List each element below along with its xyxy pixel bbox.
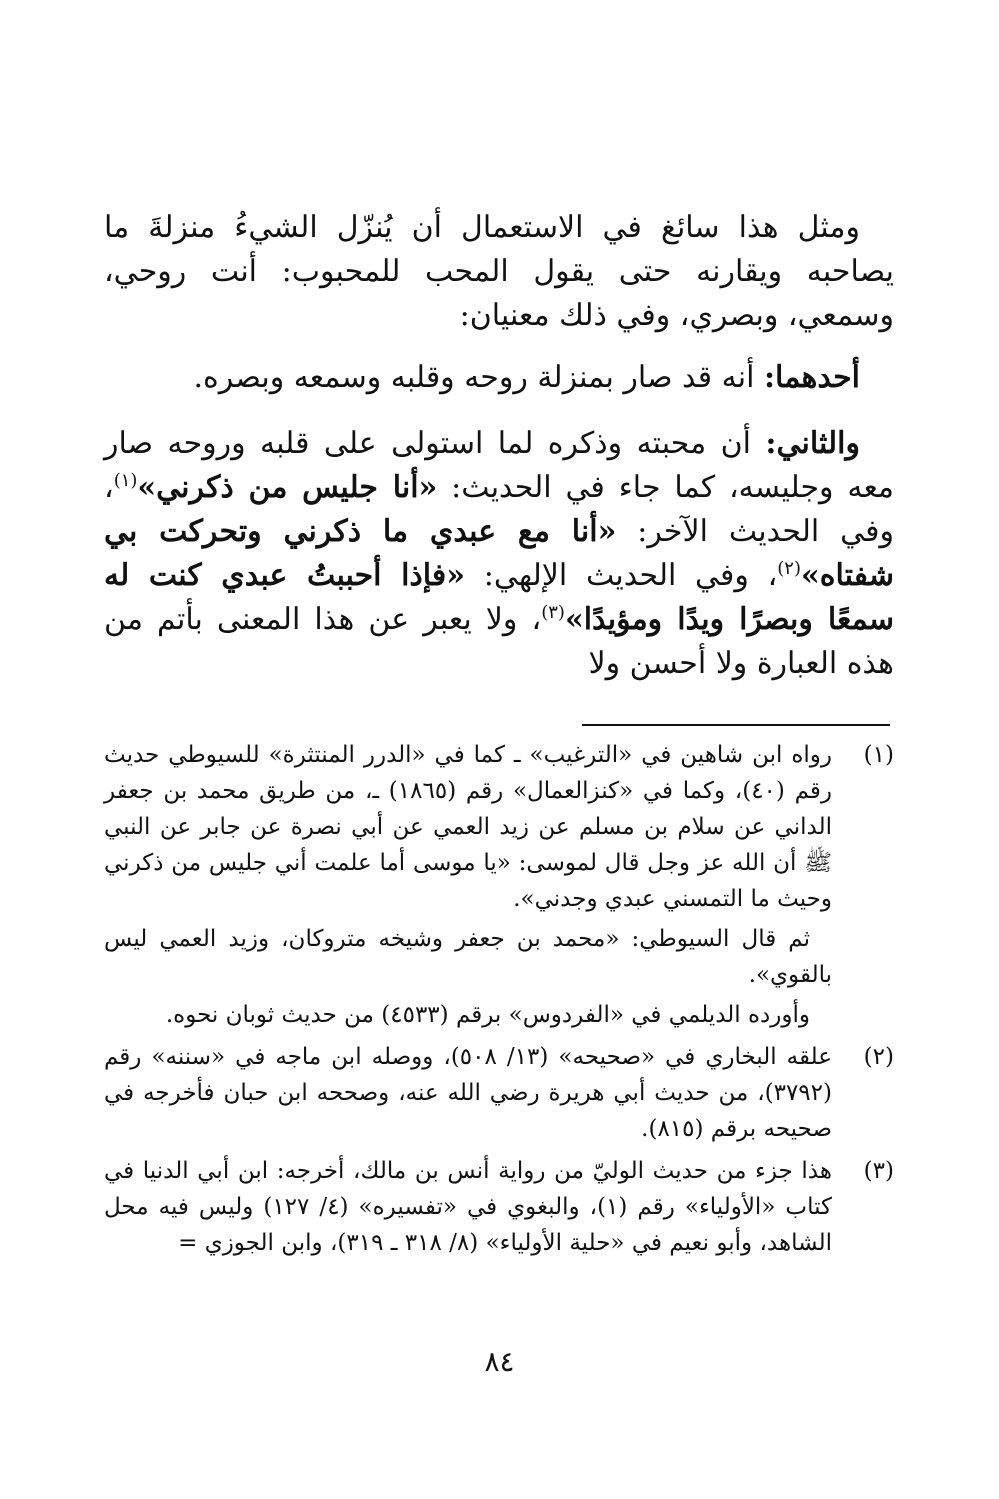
paragraph-3-text-1: أن محبته وذكره لما استولى على قلبه وروحه صار معه وجليسه، كما جاء في الحديث: <box>104 426 895 505</box>
footnote-ref-2[interactable]: (٢) <box>777 558 801 579</box>
paragraph-3-text-2: ، وفي الحديث الآخر: <box>104 470 894 549</box>
footnote-1-continuation-2: وأورده الديلمي في «الفردوس» برقم (٤٥٣٣) من حديث ثوبان نحوه. <box>165 1002 810 1028</box>
footnote-ref-3[interactable]: (٣) <box>541 602 565 623</box>
footnote-2-text: علقه البخاري في «صحيحه» (١٣/ ٥٠٨)، ووصله ابن ماجه في «سننه» رقم (٣٧٩٢)، من حديث أبي هريرة رضي الله عنه، وصححه ابن حبان فأخرجه في صحيحه برقم (٨١٥). <box>104 1044 832 1142</box>
footnote-1-text: رواه ابن شاهين في «الترغيب» ـ كما في «الدرر المنتثرة» للسيوطي حديث رقم (٤٠)، وكما في «كنزالعمال» رقم (١٨٦٥) ـ، من طريق محمد بن جعفر الداني عن سلام بن مسلم عن زيد العمي عن أبي نصرة عن جابر عن النبي ﷺ أن الله عز وجل قال لموسى: «يا موسى أما علمت أني جليس من ذكرني وحيث ما التمسني عبدي وجدني». <box>104 742 832 912</box>
paragraph-3-text-4: ، ولا يعبر عن هذا المعنى بأتم من هذه العبارة ولا أحسن ولا <box>104 602 894 681</box>
footnote-1 <box>104 737 894 917</box>
paragraph-1: ومثل هذا سائغ في الاستعمال أن يُنزّل الشيءُ منزلةَ ما يصاحبه ويقارنه حتى يقول المحب للمحبوب: أنت روحي، وسمعي، وبصري، وفي ذلك معنيان: <box>104 210 894 333</box>
footnote-divider <box>582 724 890 726</box>
footnote-1-continuation-1: ثم قال السيوطي: «محمد بن جعفر وشيخه متروكان، وزيد العمي ليس بالقوي». <box>104 926 832 988</box>
paragraph-2-text: أنه قد صار بمنزلة روحه وقلبه وسمعه وبصره. <box>193 360 764 395</box>
footnote-3 <box>104 1153 894 1261</box>
paragraph-3 <box>104 422 894 686</box>
hadith-quote-2: «أنا مع عبدي ما ذكرني وتحركت بي شفتاه» <box>104 514 894 593</box>
paragraph-2-lead: أحدهما: <box>763 360 860 395</box>
hadith-quote-1: «أنا جليس من ذكرني» <box>137 470 438 505</box>
page-number: ٨٤ <box>484 1345 515 1378</box>
paragraph-3-lead: والثاني: <box>765 426 860 461</box>
footnotes <box>104 737 894 1261</box>
footnote-3-text: هذا جزء من حديث الوليّ من رواية أنس بن مالك، أخرجه: ابن أبي الدنيا في كتاب «الأولياء» رقم (١)، والبغوي في «تفسيره» (٤/ ١٢٧) وليس فيه محل الشاهد، وأبو نعيم في «حلية الأولياء» (٨/ ٣١٨ ـ ٣١٩)، وابن الجوزي = <box>104 1158 832 1256</box>
footnote-3-number: (٣) <box>863 1158 894 1184</box>
hadith-quote-3: «فإذا أحببتُ عبدي كنت له سمعًا وبصرًا ويدًا ومؤيدًا» <box>104 558 894 637</box>
paragraph-2 <box>104 356 894 400</box>
paragraph-3-text-3: ، وفي الحديث الإلهي: <box>465 558 778 593</box>
footnote-ref-1[interactable]: (١) <box>113 470 138 491</box>
main-text <box>104 206 894 686</box>
footnote-1-number: (١) <box>863 742 894 768</box>
footnote-2-number: (٢) <box>863 1044 894 1070</box>
footnote-2 <box>104 1039 894 1147</box>
